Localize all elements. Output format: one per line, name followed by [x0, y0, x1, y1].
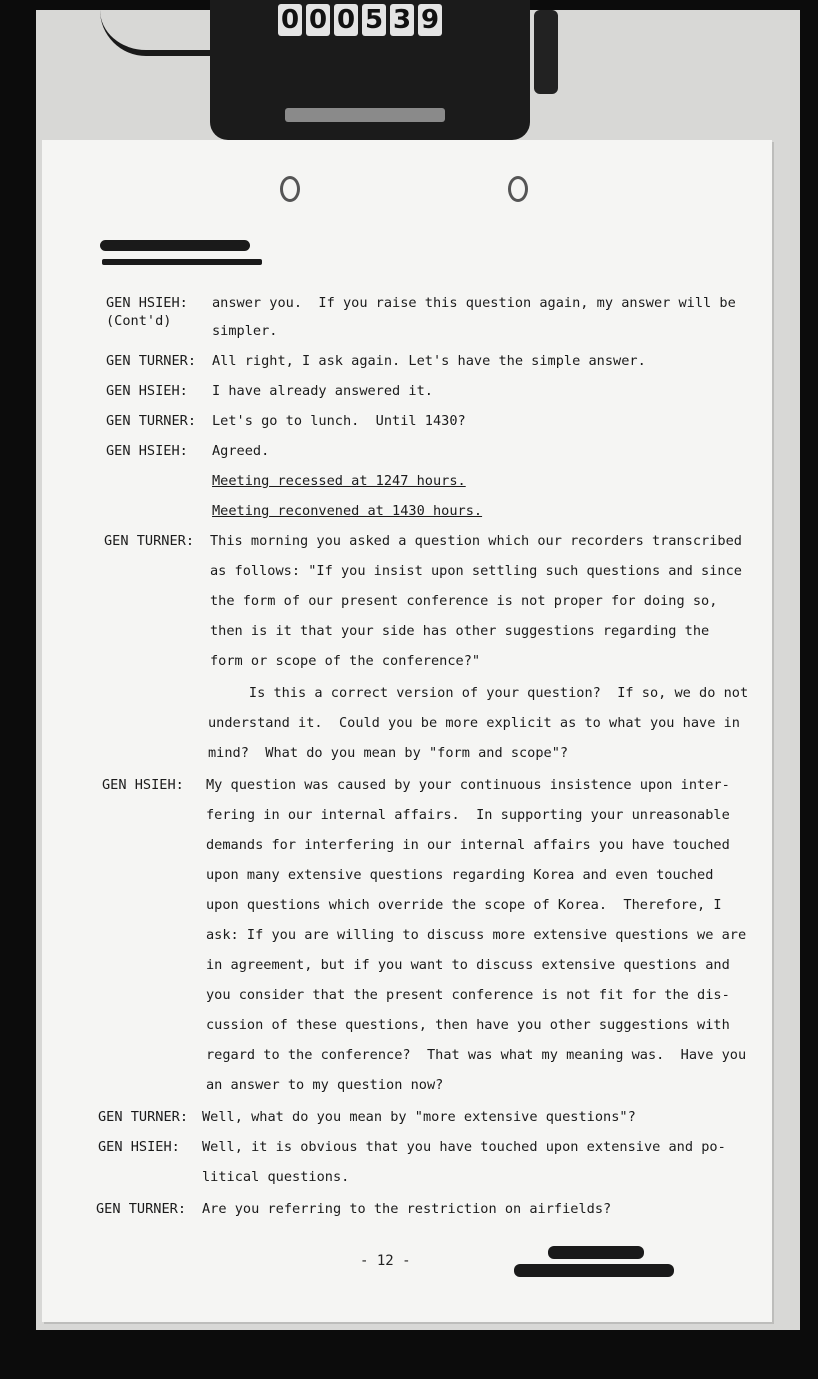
- speech-text: in agreement, but if you want to discuss extensive questions and: [206, 957, 730, 973]
- speech-text: answer you. If you raise this question again, my answer will be: [212, 295, 736, 311]
- speaker-continued-label: (Cont'd): [106, 313, 172, 329]
- speech-text: demands for interfering in our internal affairs you have touched: [206, 837, 730, 853]
- speaker-label: GEN TURNER:: [106, 413, 197, 429]
- speaker-label: GEN HSIEH:: [102, 777, 184, 793]
- speaker-label: GEN TURNER:: [106, 353, 197, 369]
- speaker-label: GEN TURNER:: [98, 1109, 189, 1125]
- speech-text: regard to the conference? That was what my meaning was. Have you: [206, 1047, 747, 1063]
- counter-digit: 0: [306, 4, 330, 36]
- speech-text: Is this a correct version of your question? If so, we do not: [208, 685, 749, 701]
- speech-text: litical questions.: [202, 1169, 350, 1185]
- speech-text: I have already answered it.: [212, 383, 433, 399]
- speech-text: understand it. Could you be more explicit as to what you have in: [208, 715, 740, 731]
- speech-text: cussion of these questions, then have you other suggestions with: [206, 1017, 730, 1033]
- counter-digit: 3: [390, 4, 414, 36]
- counter-digit: 0: [334, 4, 358, 36]
- speech-text: Are you referring to the restriction on airfields?: [202, 1201, 612, 1217]
- counter-digit: 9: [418, 4, 442, 36]
- speech-text: upon questions which override the scope of Korea. Therefore, I: [206, 897, 722, 913]
- punch-hole: [280, 176, 300, 202]
- meeting-note: Meeting recessed at 1247 hours.: [212, 473, 466, 489]
- speaker-label: GEN TURNER:: [96, 1201, 187, 1217]
- counter-knob: [534, 10, 558, 94]
- speech-text: upon many extensive questions regarding Korea and even touched: [206, 867, 714, 883]
- speech-text: an answer to my question now?: [206, 1077, 444, 1093]
- speech-text: you consider that the present conference is not fit for the dis-: [206, 987, 730, 1003]
- speech-text: Let's go to lunch. Until 1430?: [212, 413, 466, 429]
- speech-text: Well, it is obvious that you have touched upon extensive and po-: [202, 1139, 726, 1155]
- redacted-classification-marking: [100, 240, 260, 272]
- redaction-bar: [514, 1264, 674, 1277]
- speaker-label: GEN HSIEH:: [106, 383, 188, 399]
- speech-text: the form of our present conference is not proper for doing so,: [210, 593, 718, 609]
- counter-digit: 0: [278, 4, 302, 36]
- speech-text: form or scope of the conference?": [210, 653, 481, 669]
- speaker-label: GEN HSIEH:: [106, 295, 188, 311]
- speech-text: then is it that your side has other suggestions regarding the: [210, 623, 710, 639]
- speech-text: Well, what do you mean by "more extensive questions"?: [202, 1109, 636, 1125]
- frame-counter-digits: [278, 4, 442, 38]
- counter-digit: 5: [362, 4, 386, 36]
- speech-text: fering in our internal affairs. In supporting your unreasonable: [206, 807, 730, 823]
- document-page: [42, 140, 772, 1322]
- speech-text: simpler.: [212, 323, 278, 339]
- speech-text: as follows: "If you insist upon settling such questions and since: [210, 563, 742, 579]
- speech-text: This morning you asked a question which our recorders transcribed: [210, 533, 742, 549]
- speech-text: Agreed.: [212, 443, 270, 459]
- redaction-bar: [100, 240, 250, 251]
- meeting-note: Meeting reconvened at 1430 hours.: [212, 503, 483, 519]
- speech-text: mind? What do you mean by "form and scope"?: [208, 745, 569, 761]
- speaker-label: GEN HSIEH:: [106, 443, 188, 459]
- speaker-label: GEN HSIEH:: [98, 1139, 180, 1155]
- speech-text: My question was caused by your continuous insistence upon inter-: [206, 777, 730, 793]
- punch-hole: [508, 176, 528, 202]
- redaction-bar: [548, 1246, 644, 1259]
- page-number: - 12 -: [360, 1253, 411, 1269]
- counter-nameplate: [285, 108, 445, 122]
- speaker-label: GEN TURNER:: [104, 533, 195, 549]
- speech-text: All right, I ask again. Let's have the simple answer.: [212, 353, 646, 369]
- strikethrough-bar: [102, 259, 262, 265]
- speech-text: ask: If you are willing to discuss more extensive questions we are: [206, 927, 747, 943]
